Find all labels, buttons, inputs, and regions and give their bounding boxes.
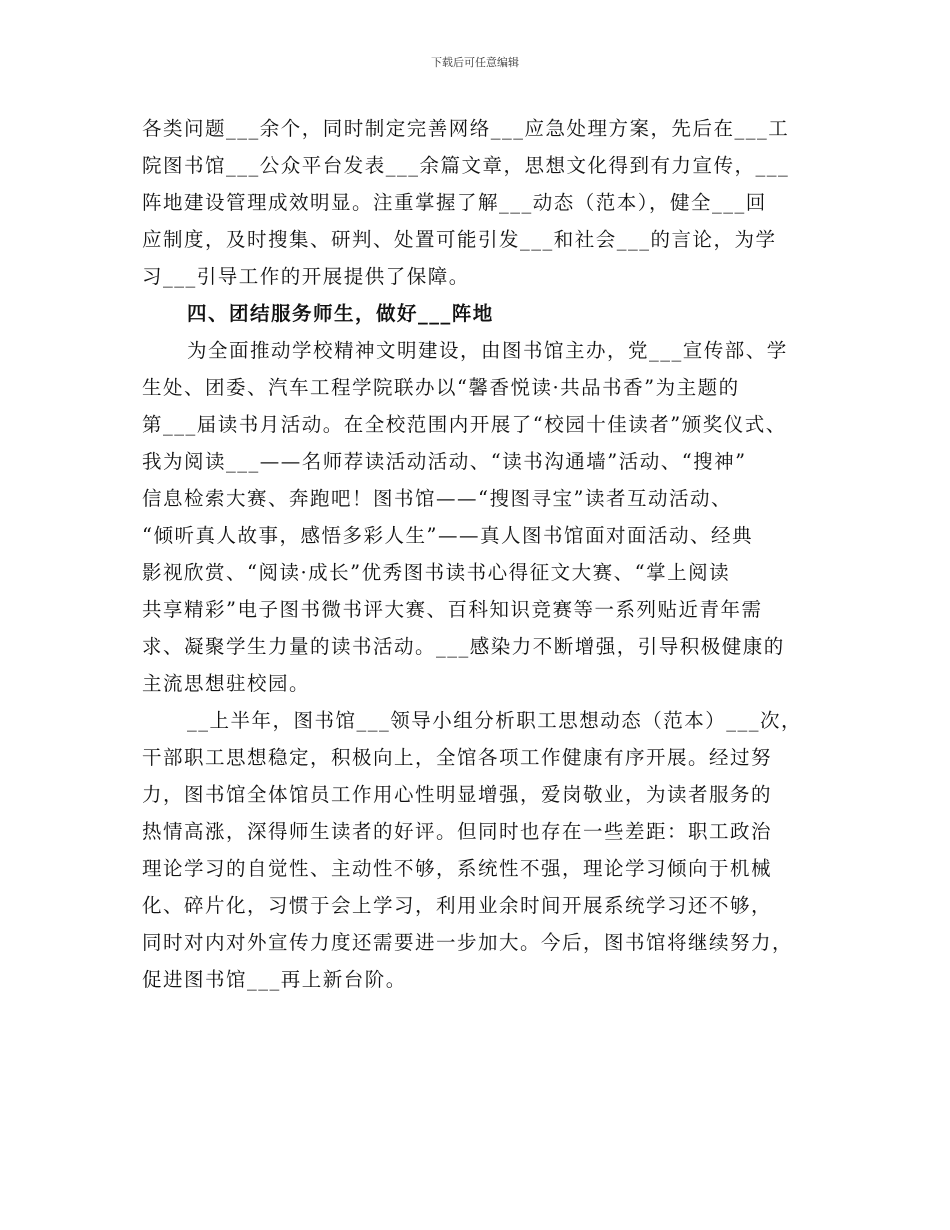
text-line: 我为阅读___——名师荐读活动活动、“读书沟通墙”活动、“搜神” (142, 450, 747, 473)
text-line: 促进图书馆___再上新台阶。 (142, 968, 407, 991)
text-line: 习___引导工作的开展提供了保障。 (142, 265, 470, 288)
text-line: 影视欣赏、“阅读·成长”优秀图书读书心得征文大赛、“掌上阅读 (142, 561, 731, 584)
text-line: 院图书馆___公众平台发表___余篇文章，思想文化得到有力宣传，___ (142, 154, 790, 177)
text-line: __上半年，图书馆___领导小组分析职工思想动态（范本）___次， (187, 709, 803, 732)
text-line: 为全面推动学校精神文明建设，由图书馆主办，党___宣传部、学 (187, 339, 788, 362)
text-line: 求、凝聚学生力量的读书活动。___感染力不断增强，引导积极健康的 (142, 635, 785, 658)
text-line: 生处、团委、汽车工程学院联办以“馨香悦读·共品书香”为主题的 (142, 376, 740, 399)
text-line: “倾听真人故事，感悟多彩人生”——真人图书馆面对面活动、经典 (142, 524, 753, 547)
text-line: 干部职工思想稳定，积极向上，全馆各项工作健康有序开展。经过努 (142, 746, 773, 769)
document-body (142, 110, 832, 998)
section-heading (142, 295, 832, 332)
text-line: 热情高涨，深得师生读者的好评。但同时也存在一些差距：职工政治 (142, 820, 773, 843)
paragraph-3 (142, 702, 832, 998)
text-line: 同时对内对外宣传力度还需要进一步加大。今后，图书馆将继续努力， (142, 931, 794, 954)
text-line: 力，图书馆全体馆员工作用心性明显增强，爱岗敬业，为读者服务的 (142, 783, 773, 806)
text-line: 阵地建设管理成效明显。注重掌握了解___动态（范本），健全___回 (142, 191, 767, 214)
text-line: 共享精彩”电子图书微书评大赛、百科知识竞赛等一系列贴近青年需 (142, 598, 763, 621)
text-line: 主流思想驻校园。 (142, 672, 311, 695)
text-line: 化、碎片化，习惯于会上学习，利用业余时间开展系统学习还不够， (142, 894, 773, 917)
text-line: 第___届读书月活动。在全校范围内开展了“校园十佳读者”颁奖仪式、 (142, 413, 787, 436)
paragraph-1 (142, 110, 832, 295)
text-line: 理论学习的自觉性、主动性不够，系统性不强，理论学习倾向于机械 (142, 857, 773, 880)
text-line: 应制度，及时搜集、研判、处置可能引发___和社会___的言论，为学 (142, 228, 777, 251)
page-header: 下载后可任意编辑 (431, 56, 519, 69)
text-line: 信息检索大赛、奔跑吧！图书馆——“搜图寻宝”读者互动活动、 (142, 487, 732, 510)
paragraph-2 (142, 332, 832, 702)
text-line: 各类问题___余个，同时制定完善网络___应急处理方案，先后在___工 (142, 117, 790, 140)
heading-text: 四、团结服务师生，做好___阵地 (187, 302, 494, 325)
